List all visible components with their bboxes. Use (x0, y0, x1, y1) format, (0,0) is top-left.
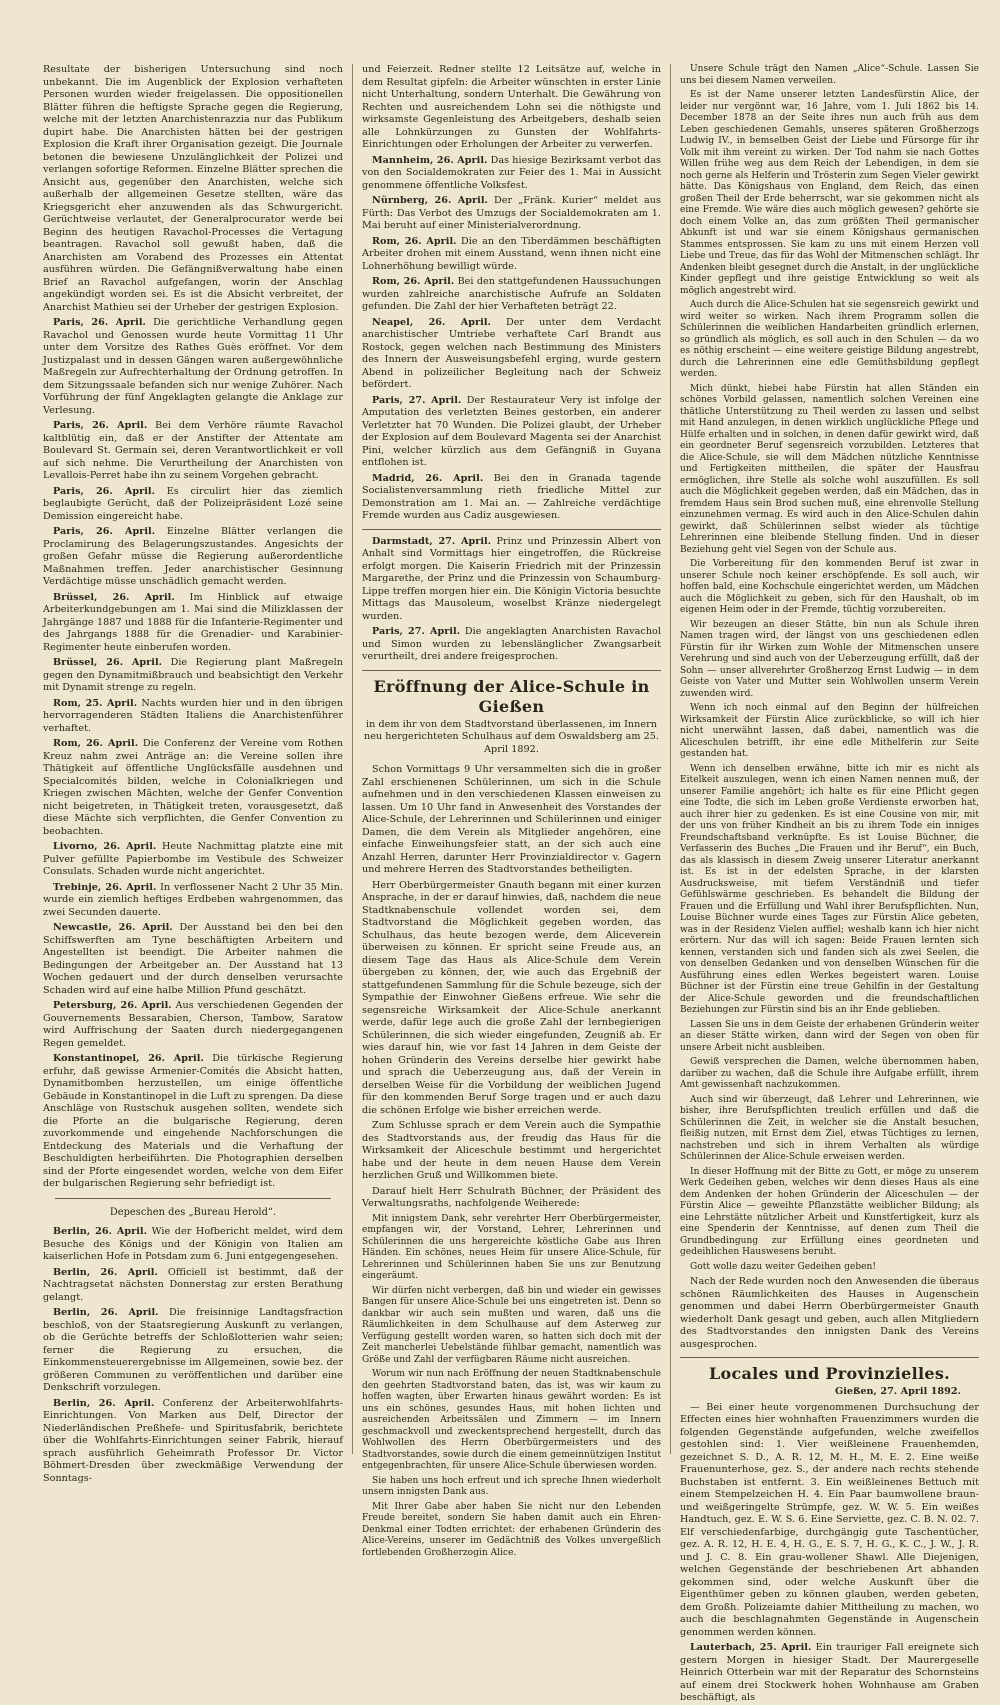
news-item: Berlin, 26. April. Wie der Hofbericht meldet, wird dem Besuche des Königs und der Königin von Italien am kaiserlichen Hofe in Potsdam zum 6. Juni entgegengesehen. (43, 1226, 343, 1262)
paragraph: und Feierzeit. Redner stellte 12 Leitsätze auf, welche in dem Resultat gipfeln: die Arbeiter wünschten in erster Linie nicht Unterhaltung, sondern Unterhalt. Die Gewährung von Rechten und ausreichendem Lohn sei die nöthigste und wirksamste Gegenleistung des Arbeitgebers, deshalb seien alle Lohnkürzungen zu Gunsten der Wohlfahrts-Einrichtungen oder Erholungen der Arbeiter zu verwerfen. (362, 64, 661, 150)
dateline: Paris, 27. April. (372, 394, 462, 406)
news-item: Paris, 26. April. Bei dem Verhöre räumte Ravachol kaltblütig ein, daß er der Anstifter der Attentate am Boulevard St. Germain sei, deren Verantwortlichkeit er voll auf sich nehme. Die Verurtheilung der Anarchisten von Levallois-Perret habe ihn zu seinem Vorgehen gebracht. (43, 420, 343, 481)
article-paragraph: Nach der Rede wurden noch den Anwesenden die überaus schönen Räumlichkeiten des Hauses in Augenschein genommen und dabei Herrn Oberbürgermeister Gnauth wiederholt Dank gesagt und geben, auch allen Mitgliedern des Stadtvorstandes den innigsten Dank des Vereins ausgesprochen. (680, 1276, 979, 1350)
column-left (34, 64, 352, 1484)
speech-paragraph: Mit Ihrer Gabe aber haben Sie nicht nur den Lebenden Freude bereitet, sondern Sie haben damit auch ein Ehren-Denkmal einer Todten errichtet: der erhabenen Gründerin des Alice-Vereins, unserer im Gedächtniß des Volkes unvergeßlich fortlebenden Großherzogin Alice. (362, 1501, 661, 1558)
dateline: Berlin, 26. April. (53, 1397, 155, 1409)
dateline: Nürnberg, 26. April. (372, 195, 488, 206)
news-item: Newcastle, 26. April. Der Ausstand bei den bei den Schiffswerften am Tyne beschäftigten Arbeitern und Angestellten ist beendigt. Die Arbeiter nahmen die Bedingungen der Arbeitgeber an. Der Ausstand hat 13 Wochen gedauert und der durch denselben verursachte Schaden wird auf eine halbe Million Pfund geschätzt. (43, 922, 343, 996)
dateline: Livorno, 26. April. (53, 841, 157, 852)
dateline: Rom, 26. April. (53, 738, 139, 749)
news-item: Brüssel, 26. April. Die Regierung plant Maßregeln gegen den Dynamitmißbrauch und beabsichtigt den Verkehr mit Dynamit strenge zu regeln. (43, 657, 343, 693)
dateline: Neapel, 26. April. (372, 316, 491, 328)
speech-paragraph: Es ist der Name unserer letzten Landesfürstin Alice, der leider nur vergönnt war, 16 Jahre, vom 1. Juli 1862 bis 14. December 1878 an der Seite ihres nun auch früh aus dem Leben geschiedenen Gemahls, unseres späteren Großherzogs Ludwig IV., in bemselben Geist der Liebe und Fürsorge für ihr Volk mit ihm vereint zu wirken. Der Tod nahm sie nach Gottes Willen frühe weg aus dem Reich der Lebendigen, in dem sie noch gerne als Helferin und Trösterin zum Segen Vieler gewirkt hätte. Das Königshaus von England, dem Reich, das einen großen Theil der Erde beherrscht, war sie gekommen nicht als eine Fremde. Wie wäre dies auch möglich gewesen? gehörte sie doch einem Volke an, das zum größten Theil germanischer Abkunft ist und war sie einem Königshaus germanischen Stammes entsprossen. Sie kam zu uns mit einem Herzen voll Liebe und Treue, das für das Wohl der Mitmenschen schlägt. Ihr Andenken bleibt gesegnet durch die Anstalt, in der unglückliche Kinder gepflegt und ihre geistige Entwicklung so weit als möglich angestrebt wird. (680, 90, 979, 296)
news-item: Lauterbach, 25. April. Ein trauriger Fall ereignete sich gestern Morgen in hiesiger Stadt. Der Maurergeselle Heinrich Otterbein war mit der Reparatur des Schornsteins auf einem drei Stockwerk hohen Wohnhause am Graben beschäftigt, als (680, 1642, 979, 1703)
speech-paragraph: Mit innigstem Dank, sehr verehrter Herr Oberbürgermeister, empfangen wir, der Vorstand, Lehrer, Lehrerinnen und Schülerinnen die uns hergereichte köstliche Gabe aus Ihren Händen. Ein schönes, neues Heim für unsere Alice-Schule, für Lehrerinnen und Schülerinnen haben Sie uns zur Benutzung eingeräumt. (362, 1213, 661, 1281)
news-item: Rom, 26. April. Die an den Tiberdämmen beschäftigten Arbeiter drohen mit einem Ausstand, wenn ihnen nicht eine Lohnerhöhung bewilligt würde. (362, 235, 661, 272)
article-paragraph: Schon Vormittags 9 Uhr versammelten sich die in großer Zahl erschienenen Schülerinnen, um sich in die Schule aufnehmen und in den verschiedenen Klassen einweisen zu lassen. Um 10 Uhr fand in Anwesenheit des Vorstandes der Alice-Schule, der Lehrerinnen und Schülerinnen und einiger Damen, die dem Verein als Mitglieder angehören, eine einfache Einweihungsfeier statt, an der sich auch eine Anzahl Herren, darunter Herr Provinzialdirector v. Gagern und mehrere Herren des Stadtvorstandes betheiligten. (362, 764, 661, 875)
dateline: Petersburg, 26. April. (53, 1000, 172, 1011)
dateline: Newcastle, 26. April. (53, 922, 173, 933)
article-headline: Eröffnung der Alice-Schule in Gießen (373, 676, 650, 716)
news-item: Paris, 27. April. Der Restaurateur Very ist infolge der Amputation des verletzten Beines gestorben, ein anderer Verletzter hat 70 Wunden. Die Polizei glaubt, der Urheber der Explosion auf dem Boulevard Magenta sei der Anarchist Pini, welcher kürzlich aus dem Gefängniß in Guyana entflohen ist. (362, 394, 662, 468)
speech-paragraph: Sie haben uns hoch erfreut und ich spreche Ihnen wiederholt unsern innigsten Dank aus. (362, 1475, 661, 1497)
speech-paragraph: Worum wir nun nach Eröffnung der neuen Stadtknabenschule den geehrten Stadtvorstand baten, das ist, was wir kaum zu hoffen wagten, über Erwarten hinaus gewährt worden: Es ist uns ein schönes, gesundes Haus, mit hohen lichten und ausreichenden Arbeitssälen und Zimmern — im Innern geschmackvoll und zweckentsprechend hergestellt, durch das Wohlwollen des Herrn Oberbürgermeisters und des Stadtvorstandes, sowie durch die einem gemeinnützigen Institut entgegenbrachten, für unsere Alice-Schule überwiesen worden. (362, 1369, 661, 1471)
news-item: Trebinje, 26. April. In verflossener Nacht 2 Uhr 35 Min. wurde ein ziemlich heftiges Erdbeben wahrgenommen, das zwei Secunden dauerte. (43, 881, 343, 918)
article-paragraph: Darauf hielt Herr Schulrath Büchner, der Präsident des Verwaltungsraths, nachfolgende Weiherede: (362, 1185, 661, 1209)
news-item: Nürnberg, 26. April. Der „Fränk. Kurier“ meldet aus Fürth: Das Verbot des Umzugs der Socialdemokraten am 1. Mai beruht auf einer Ministerialverordnung. (362, 195, 661, 231)
news-item: Rom, 25. April. Nachts wurden hier und in den übrigen hervorragenderen Städten Italiens die Anarchistenführer verhaftet. (43, 697, 343, 734)
dateline: Konstantinopel, 26. April. (53, 1053, 204, 1064)
speech-paragraph: Gewiß versprechen die Damen, welche übernommen haben, darüber zu wachen, daß die Schule ihre Aufgabe erfüllt, ihrem Amt gewissenhaft nachzukommen. (680, 1057, 979, 1090)
news-item: Neapel, 26. April. Der unter dem Verdacht anarchistischer Umtriebe verhaftete Carl Brandt aus Rostock, gegen welchen nach Bestimmung des Ministers des Innern der Ausweisungsbefehl erging, wurde gestern Abend in polizeilicher Begleitung nach der Schweiz befördert. (362, 316, 661, 390)
news-item: Brüssel, 26. April. Im Hinblick auf etwaige Arbeiterkundgebungen am 1. Mai sind die Milizklassen der Jahrgänge 1887 und 1888 für die Infanterie-Regimenter und des Jahrgangs 1888 für die Grenadier- und Karabinier-Regimenter heute einberufen worden. (43, 591, 343, 653)
paragraph: Resultate der bisherigen Untersuchung sind noch unbekannt. Die im Augenblick der Explosion verhafteten Personen wurden wieder freigelassen. Die oppositionellen Blätter führen die heftigste Sprache gegen die Regierung, welche mit der letzten Anarchistenrazzia nur das Publikum dupirt habe. Die Anarchisten hätten bei der gestrigen Explosion die Kraft ihrer Organisation gezeigt. Die Journale betonen die bewiesene Unzulänglichkeit der Polizei und verlangen sofortige Reformen. Einzelne Blätter sprechen die Ansicht aus, gegenüber den Anarchisten, welche sich außerhalb der allgemeinen Gesetze stellten, wäre das Kriegsgericht eher anzuwenden als das Schwurgericht. Gerüchtweise verlautet, der Generalprocurator werde bei Beginn des heutigen Ravachol-Processes die Vertagung beantragen. Ravachol soll gewußt haben, daß die Anarchisten am Vorabend des Prozesses ein Attentat ausführen würden. Die Gefängnißverwaltung habe einen Brief an Ravachol aufgefangen, worin der Anschlag angekündigt worden sei. Es ist die Absicht verbreitet, der Anarchist Mathieu sei der Urheber der gestrigen Explosion. (43, 64, 343, 313)
speech-paragraph: Auch sind wir überzeugt, daß Lehrer und Lehrerinnen, wie bisher, ihre Berufspflichten treulich erfüllen und daß die Schülerinnen die Zeit, in welcher sie die Anstalt besuchen, fleißig nutzen, mit Ernst dem Ziel, etwas Tüchtiges zu lernen, nachstreben und sich in ihrem Verhalten als würdige Schülerinnen der Alice-Schule erweisen werden. (680, 1094, 979, 1162)
dateline: Mannheim, 26. April. (372, 154, 488, 166)
dateline: Brüssel, 26. April. (53, 657, 163, 668)
news-item: Paris, 26. April. Die gerichtliche Verhandlung gegen Ravachol und Genossen wurde heute Vormittag 11 Uhr unter dem Vorsitze des Rathes Guès eröffnet. Vor dem Justizpalast und in dessen Gängen waren außergewöhnliche Maßregeln zur Aufrechterhaltung der Ordnung getroffen. In dem Sitzungssaale befanden sich nur wenige Zuhörer. Nach Vorführung der fünf Angeklagten gelangte die Anklage zur Verlesung. (43, 317, 344, 416)
news-item: Rom, 26. April. Die Conferenz der Vereine vom Rothen Kreuz nahm zwei Anträge an: die Vereine sollen ihre Thätigkeit auf öffentliche Unglücksfälle ausdehnen und Specialcomités bilden, welche in Colonialkriegen und Kriegen zwischen Mächten, welche der Genfer Convention nicht beigetreten, in Thätigkeit treten, vorausgesetzt, daß diese Mächte sich verpflichten, die Genfer Convention zu beobachten. (43, 738, 343, 837)
section-subheading: Depeschen des „Bureau Herold“. (109, 1206, 277, 1218)
column-middle (352, 64, 670, 1558)
column-right (670, 64, 988, 1703)
news-item: Rom, 26. April. Bei den stattgefundenen Haussuchungen wurden zahlreiche anarchistische Aufrufe an Soldaten gefunden. Die Zahl der hier Verhafteten beträgt 22. (362, 276, 661, 312)
dateline: Madrid, 26. April. (372, 472, 484, 484)
news-item: Paris, 26. April. Es circulirt hier das ziemlich beglaubigte Gerücht, daß der Polizeipräsident Lozé seine Demission eingereicht habe. (43, 485, 344, 522)
speech-paragraph: Wir dürfen nicht verbergen, daß bin und wieder ein gewisses Bangen für unsere Alice-Schule bei uns eingetreten ist. Denn so dankbar wir auch sein mußten und waren, daß uns die Räumlichkeiten in dem Schulhause auf dem Asterweg zur Verfügung gestellt worden waren, so hatten sich doch mit der Zeit mancherlei Uebelstände fühlbar gemacht, namentlich was Größe und Zahl der verfügbaren Räume nicht ausreichen. (362, 1285, 661, 1365)
dateline: Rom, 26. April. (372, 276, 455, 287)
news-item: Madrid, 26. April. Bei den in Granada tagende Socialistenversammlung rieth friedliche Mittel zur Demonstration am 1. Mai an. — Zahlreiche verdächtige Fremde wurden aus Cadiz ausgewiesen. (362, 472, 661, 521)
dateline: Trebinje, 26. April. (53, 881, 157, 893)
speech-paragraph: Gott wolle dazu weiter Gedeihen geben! (690, 1261, 877, 1272)
dateline: Paris, 26. April. (53, 317, 146, 328)
speech-paragraph: Auch durch die Alice-Schulen hat sie segensreich gewirkt und wird weiter so wirken. Nach ihrem Programm sollen die Schülerinnen die weiblichen Handarbeiten gründlich erlernen, so gründlich als möglich, es soll auch in den Schulen — da wo es nöthig erscheint — eine weitere geistige Bildung angestrebt, durch die Lehrerinnen eine edle Gemüthsbildung gepflegt werden. (680, 300, 979, 379)
news-item: Paris, 26. April. Einzelne Blätter verlangen die Proclamirung des Belagerungszustandes. Angesichts der großen Gefahr müsse die Regierung außerordentliche Maßnahmen treffen. Jeder anarchistischer Gesinnung Verdächtige müsse unschädlich gemacht werden. (43, 526, 343, 587)
news-item: — Bei einer heute vorgenommenen Durchsuchung der Effecten eines hier wohnhaften Frauenzimmers wurden die folgenden Gegenstände aufgefunden, welche zweifellos gestohlen sind: 1. Vier weißleinene Frauenhemden, gezeichnet S. D., A. R. 12, M. H., M. E. 2. Eine weiße Frauenunterhose, gez. S., der andere nach rechts stehende Buchstaben ist entfernt. 3. Ein weißleinenes Bettuch mit einem Stempelzeichen H. 4. Ein Paar baumwollene braun- und weißgeringelte Strümpfe, gez. W. W. 5. Ein weißes Handtuch, gez. E. W. S. 6. Eine Serviette, gez. C. B. N. 02. 7. Elf verschiedenfarbige, durchgängig gute Taschentücher, gez. A. R. 12, H. E. 4, H. G., E. S. 7, H. G., K. C., J. W., J. R. und J. C. 8. Ein grau-wollener Shawl. Alle Diejenigen, welchen Gegenstände der beschriebenen Art abhanden gekommen sind, oder welche Auskunft über die Eigenthümer geben zu können glauben, werden gebeten, dem Großh. Polizeiamte dahier Mittheilung zu machen, wo auch die beschlagnahmten Gegenstände in Augenschein genommen werden können. (680, 1401, 979, 1638)
dateline: Rom, 26. April. (372, 235, 457, 247)
news-item: Berlin, 26. April. Conferenz der Arbeiterwohlfahrts-Einrichtungen. Von Marken aus Delf, Director der Niederländischen Preßhefe- und Spiritusfabrik, berichtete über die Wohlfahrts-Einrichtungen seiner Fabrik, hierauf sprach ausführlich Geheimrath Professor Dr. Victor Böhmert-Dresden über zweckmäßige Verwendung der Sonntags- (43, 1397, 343, 1484)
news-item: Darmstadt, 27. April. Prinz und Prinzessin Albert von Anhalt sind Vormittags hier eingetroffen, die Rückreise erfolgt morgen. Die Kaiserin Friedrich mit der Prinzessin Margarethe, der Prinz und die Prinzessin von Schaumburg-Lippe treffen morgen hier ein. Die Königin Victoria besuchte Mittags das Mausoleum, woselbst Kränze niedergelegt wurden. (362, 535, 661, 622)
news-item: Paris, 27. April. Die angeklagten Anarchisten Ravachol und Simon wurden zu lebenslänglicher Zwangsarbeit verurtheilt, drei andere freigesprochen. (362, 626, 661, 662)
news-item: Petersburg, 26. April. Aus verschiedenen Gegenden der Gouvernements Bessarabien, Cherson, Tambow, Saratow wird Auffrischung der Saaten durch niedergegangenen Regen gemeldet. (43, 1000, 343, 1049)
dateline: Paris, 26. April. (53, 420, 148, 431)
dateline: Berlin, 26. April. (53, 1307, 159, 1318)
news-item: Berlin, 26. April. Officiell ist bestimmt, daß der Nachtragsetat nächsten Donnerstag zur ersten Berathung gelangt. (43, 1266, 343, 1303)
article-paragraph: Herr Oberbürgermeister Gnauth begann mit einer kurzen Ansprache, in der er darauf hinwies, daß, nachdem die neue Stadtknabenschule vollendet worden sei, dem Stadtvorstand die Möglichkeit gegeben worden, das Schulhaus, das heute bezogen werde, dem Aliceverein überweisen zu können. Er spricht seine Freude aus, an diesem Tage das Haus als Alice-Schule dem Verein übergeben zu können, der, wie auch das Ergebniß der stattgefundenen Sammlung für die Schule bezeuge, sich der Sympathie der Einwohner Gießens erfreue. Wie sehr die segensreiche Wirksamkeit der Alice-Schule anerkannt werde, dafür lege auch die große Zahl der lernbegierigen Schülerinnen, die sich wieder eingefunden, Zeugniß ab. Er wies darauf hin, wie vor fast 14 Jahren in dem Geiste der hohen Gründerin des Vereins derselbe hier gewirkt habe und sprach die Ueberzeugung aus, daß der Verein in derselben Weise für die Vorbildung der weiblichen Jugend für den kommenden Beruf Sorge tragen und er auch dazu die schönen Erfolge wie bisher erreichen werde. (362, 879, 661, 1116)
speech-paragraph: Wir bezeugen an dieser Stätte, bin nun als Schule ihren Namen tragen wird, der längst von uns geschiedenen edlen Fürstin für ihr Wirken zum Wohle der Mitmenschen unsere Verehrung und sind auch von der Ueberzeugung erfüllt, daß der Sohn — unser allverehrter Großherzog Ernst Ludwig — in dem Geiste von Vater und Mutter sein Wohlwollen unserm Verein zuwenden wird. (680, 619, 979, 699)
article-subheading: in dem ihr von dem Stadtvorstand überlassenen, im Innern neu hergerichteten Schulhaus auf dem Oswaldsberg am 25. April 1892. (363, 718, 660, 755)
divider (55, 1198, 331, 1199)
news-item: Konstantinopel, 26. April. Die türkische Regierung erfuhr, daß gewisse Armenier-Comités die Absicht hatten, Dynamitbomben herzustellen, um einige öffentliche Gebäude in Konstantinopel in die Luft zu sprengen. Da diese Anschläge von Rustschuk ausgehen sollten, wendete sich die Pforte an die bulgarische Regierung, deren zuvorkommende und eingehende Nachforschungen die Entdeckung des Materials und die Verhaftung der Beschuldigten herbeiführten. Die Photographien derselben sind der Pforte eingesendet worden, welche von dem Eifer der bulgarischen Regierung sehr befriedigt ist. (43, 1053, 343, 1189)
speech-paragraph: Wenn ich denselben erwähne, bitte ich mir es nicht als Eitelkeit auszulegen, wenn ich einen Namen nennen muß, der unserer Familie angehört; ich halte es für eine Pflicht gegen eine Todte, die sich im Leben große Verdienste erworben hat, auch ihrer hier zu gedenken. Es ist eine Cousine von mir, mit der uns von früher Kindheit an bis zu ihrem Tode ein inniges Freundschaftsband verknüpfte. Es ist Louise Büchner, die Verfasserin des Buches „Die Frauen und ihr Beruf“, ein Buch, das als klassisch in diesem Zweig unserer Literatur anerkannt ist. Es ist in der edelsten Sprache, in der klarsten Ausdrucksweise, mit tiefem Verständniß und tiefer Gefühlswärme geschrieben. Es behandelt die Bildung der Frauen und die Erfüllung und Wahl ihrer Berufspflichten. Nun, Louise Büchner wurde eines Tages zur Fürstin Alice gebeten, was in der Residenz Vielen auffiel; weshalb kann ich hier nicht erörtern. Nur das will ich sagen: Beide Frauen lernten sich kennen, verstanden sich und fanden sich als zwei Seelen, die von denselben Gedanken und von denselben Wünschen für die Ausführung eines edlen Werkes begeistert waren. Louise Büchner ist der Fürstin eine treue Gehilfin in der Gestaltung der Alice-Schule geworden und die freundschaftlichen Beziehungen zur Fürstin sind bis an ihr Ende geblieben. (680, 763, 979, 1015)
dateline: Darmstadt, 27. April. (372, 535, 492, 547)
news-item: Berlin, 26. April. Die freisinnige Landtagsfraction beschloß, von der Staatsregierung Auskunft zu verlangen, ob die Gerüchte betreffs der Schloßlotterien wahr seien; ferner die Regierung zu ersuchen, die Einkommensteuerergebnisse im Allgemeinen, sowie bez. der größeren Communen zu veröffentlichen und darüber eine Denkschrift vorzulegen. (43, 1307, 343, 1393)
speech-paragraph: Mich dünkt, hiebei habe Fürstin hat allen Ständen ein schönes Vorbild gelassen, namentlich solchen Vereinen eine thätliche Unterstützung zu Theil werden zu lassen und selbst mit Hand anzulegen, in denen wirklich unglückliche Pflege und Hülfe erhalten und in solchen, in denen dafür gewirkt wird, daß ein geordneter Beruf segensreich vorzubilden. Letzteres that die Alice-Schule, sie will dem Mädchen nützliche Kenntnisse und Fertigkeiten mittheilen, die später der Hausfrau ermöglichen, ihre Stelle als solche wohl auszufüllen. Es soll auch die Möglichkeit gegeben werden, daß ein Mädchen, das in fremdem Haus sein Brod suchen muß, eine ehrenvolle Stellung einzunehmen vermag. Es wird auch in den Alice-Schulen dahin gewirkt, daß Schülerinnen selbst wieder als tüchtige Lehrerinnen eine bleibende Stellung finden. Und in dieser Beziehung geht viel Segen von der Schule aus. (680, 383, 979, 555)
dateline: Berlin, 26. April. (53, 1266, 158, 1278)
speech-paragraph: Die Vorbereitung für den kommenden Beruf ist zwar in unserer Schule noch keiner erschöpfende. Es soll auch, wir hoffen bald, eine Kochschule eingerichtet werden, um Mädchen auch die Möglichkeit zu geben, sich für den Haushalt, ob im eigenen Heim oder in der Fremde, tüchtig vorzubereiten. (680, 559, 979, 615)
dateline: Brüssel, 26. April. (53, 591, 175, 603)
dateline: Paris, 26. April. (53, 526, 156, 537)
divider (362, 670, 661, 671)
news-item: Livorno, 26. April. Heute Nachmittag platzte eine mit Pulver gefüllte Papierbombe im Vestibule des Schweizer Consulats. Schaden wurde nicht angerichtet. (43, 841, 343, 877)
speech-paragraph: Lassen Sie uns in dem Geiste der erhabenen Gründerin weiter an dieser Stätte wirken, dann wird der Segen von oben für unsere Arbeit nicht ausbleiben. (680, 1019, 979, 1053)
dateline: Rom, 25. April. (53, 697, 138, 709)
speech-paragraph: Wenn ich noch einmal auf den Beginn der hülfreichen Wirksamkeit der Fürstin Alice zurückblicke, so will ich hier nicht unerwähnt lassen, daß dabei, namentlich was die Aliceschulen betrifft, ihr eine edle Mithelferin zur Seite gestanden hat. (680, 703, 979, 759)
dateline: Lauterbach, 25. April. (690, 1642, 812, 1653)
news-item: Mannheim, 26. April. Das hiesige Bezirksamt verbot das von den Socialdemokraten zur Feier des 1. Mai in Aussicht genommene öffentliche Volksfest. (362, 154, 661, 191)
section-date: Gießen, 27. April 1892. (834, 1386, 961, 1397)
speech-paragraph: Unsere Schule trägt den Namen „Alice“-Schule. Lassen Sie uns bei diesem Namen verweilen. (680, 64, 979, 86)
dateline: Paris, 27. April. (372, 626, 461, 637)
divider (680, 1357, 979, 1358)
dateline: Paris, 26. April. (53, 485, 155, 497)
section-headline: Locales und Provinzielles. (708, 1364, 951, 1383)
divider (362, 529, 661, 530)
dateline: Berlin, 26. April. (53, 1226, 147, 1237)
article-paragraph: Zum Schlusse sprach er dem Verein auch die Sympathie des Stadtvorstands aus, der freudig das Haus für die Wirksamkeit der Aliceschule bestimmt und hergerichtet habe und der heute in dem neuen Hause dem Verein herzlichen Gruß und Willkommen biete. (362, 1120, 661, 1181)
speech-paragraph: In dieser Hoffnung mit der Bitte zu Gott, er möge zu unserem Werk Gedeihen geben, welches wir denn dieses Haus als eine dem Andenken der hohen Gründerin der Aliceschulen — der Fürstin Alice — geweihte Pflanzstätte weiblicher Bildung; als eine Lehrstätte nützlicher Arbeit und Kunstfertigkeit, kurz als eine Spenderin der Kenntnisse, auf denen zum Theil die Grundbedingung zur Erfüllung eines geordneten und gedeihlichen Hauswesens beruht. (680, 1166, 979, 1257)
